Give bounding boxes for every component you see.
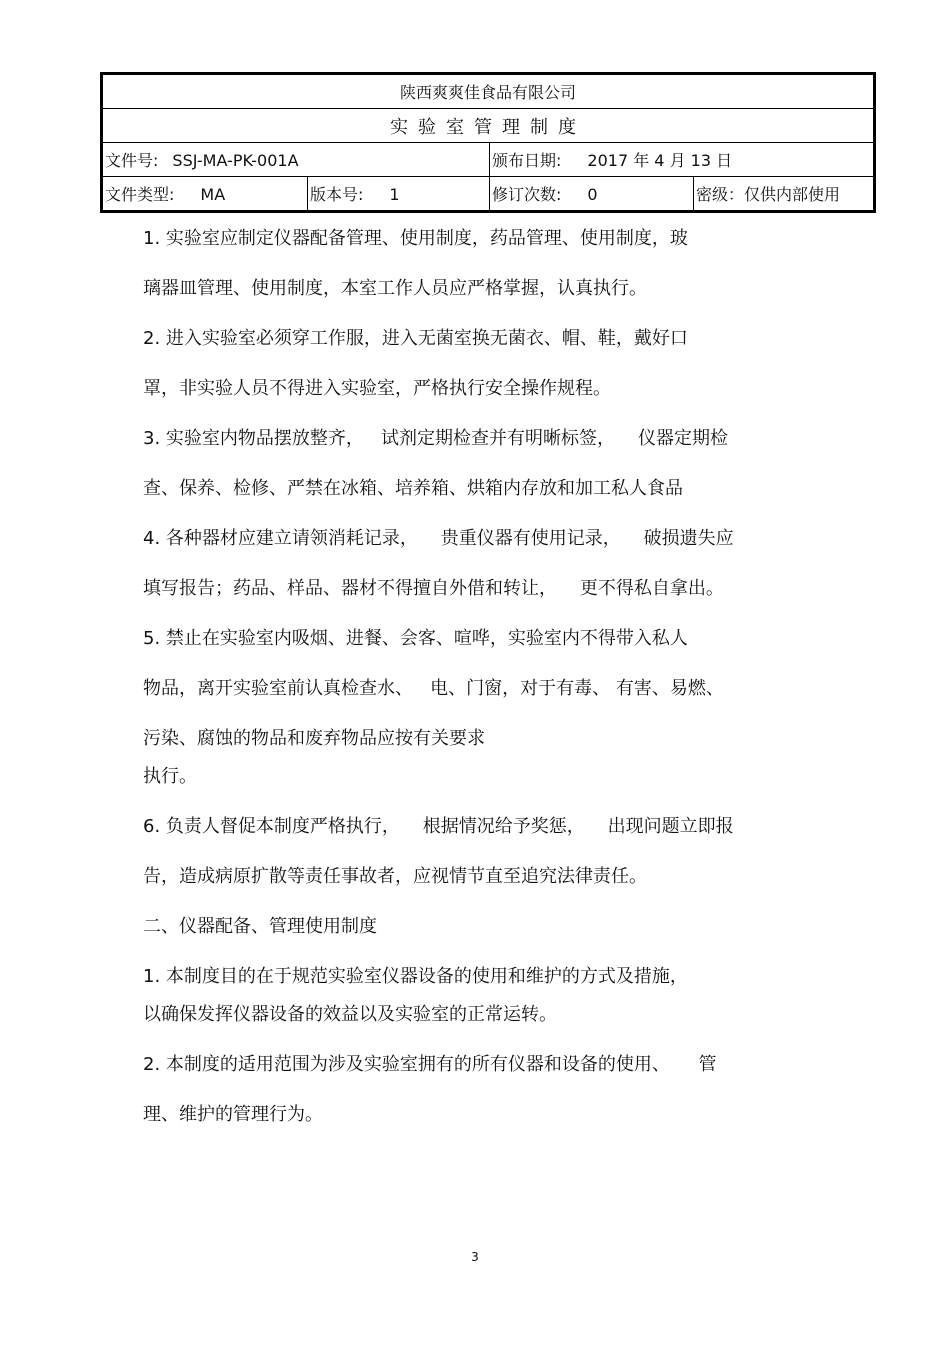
doc-type-label: 文件类型: bbox=[105, 185, 175, 204]
doc-type-cell bbox=[102, 177, 308, 212]
issue-date-value: 2017 年 4 月 13 日 bbox=[587, 151, 733, 170]
revision-value: 0 bbox=[587, 185, 598, 204]
document-body bbox=[143, 222, 823, 1148]
document-header-table bbox=[100, 72, 876, 213]
revision-label: 修订次数: bbox=[492, 185, 562, 204]
doc-number-value: SSJ-MA-PK-001A bbox=[172, 151, 299, 170]
body-line: 以确保发挥仪器设备的效益以及实验室的正常运转。 bbox=[143, 1004, 557, 1025]
version-cell bbox=[308, 177, 490, 212]
doc-number-cell bbox=[102, 143, 490, 177]
company-name: 陕西爽爽佳食品有限公司 bbox=[102, 74, 875, 109]
body-line: 填写报告；药品、样品、器材不得擅自外借和转让， 更不得私自拿出。 bbox=[143, 578, 724, 599]
body-line: 物品，离开实验室前认真检查水、 电、门窗，对于有毒、 有害、易燃、 bbox=[143, 678, 724, 699]
revision-cell bbox=[490, 177, 694, 212]
body-line: 1. 实验室应制定仪器配备管理、使用制度，药品管理、使用制度，玻 bbox=[143, 228, 688, 249]
body-line: 执行。 bbox=[143, 766, 197, 787]
document-title: 实验室管理制度 bbox=[102, 109, 875, 143]
page-number: 3 bbox=[471, 1250, 479, 1264]
body-line: 3. 实验室内物品摆放整齐， 试剂定期检查并有明晰标签， 仪器定期检 bbox=[143, 428, 728, 449]
version-label: 版本号: bbox=[310, 185, 364, 204]
body-line: 1. 本制度目的在于规范实验室仪器设备的使用和维护的方式及措施， bbox=[143, 966, 688, 987]
body-line: 6. 负责人督促本制度严格执行， 根据情况给予奖惩， 出现问题立即报 bbox=[143, 816, 734, 837]
body-line: 罩，非实验人员不得进入实验室，严格执行安全操作规程。 bbox=[143, 378, 611, 399]
issue-date-label: 颁布日期: bbox=[492, 151, 562, 170]
doc-type-value: MA bbox=[200, 185, 226, 204]
body-line: 告，造成病原扩散等责任事故者，应视情节直至追究法律责任。 bbox=[143, 866, 647, 887]
body-line: 2. 进入实验室必须穿工作服，进入无菌室换无菌衣、帽、鞋，戴好口 bbox=[143, 328, 688, 349]
version-value: 1 bbox=[389, 185, 400, 204]
security-level: 密级：仅供内部使用 bbox=[694, 177, 875, 212]
body-line: 理、维护的管理行为。 bbox=[143, 1104, 323, 1125]
body-line: 查、保养、检修、严禁在冰箱、培养箱、烘箱内存放和加工私人食品 bbox=[143, 478, 683, 499]
body-line: 璃器皿管理、使用制度，本室工作人员应严格掌握，认真执行。 bbox=[143, 278, 647, 299]
doc-number-label: 文件号: bbox=[105, 151, 159, 170]
body-line: 5. 禁止在实验室内吸烟、进餐、会客、喧哗，实验室内不得带入私人 bbox=[143, 628, 688, 649]
issue-date-cell bbox=[490, 143, 875, 177]
body-line: 污染、腐蚀的物品和废弃物品应按有关要求 bbox=[143, 728, 485, 749]
section-heading: 二、仪器配备、管理使用制度 bbox=[143, 916, 377, 937]
body-line: 2. 本制度的适用范围为涉及实验室拥有的所有仪器和设备的使用、 管 bbox=[143, 1054, 717, 1075]
body-line: 4. 各种器材应建立请领消耗记录， 贵重仪器有使用记录， 破损遗失应 bbox=[143, 528, 734, 549]
